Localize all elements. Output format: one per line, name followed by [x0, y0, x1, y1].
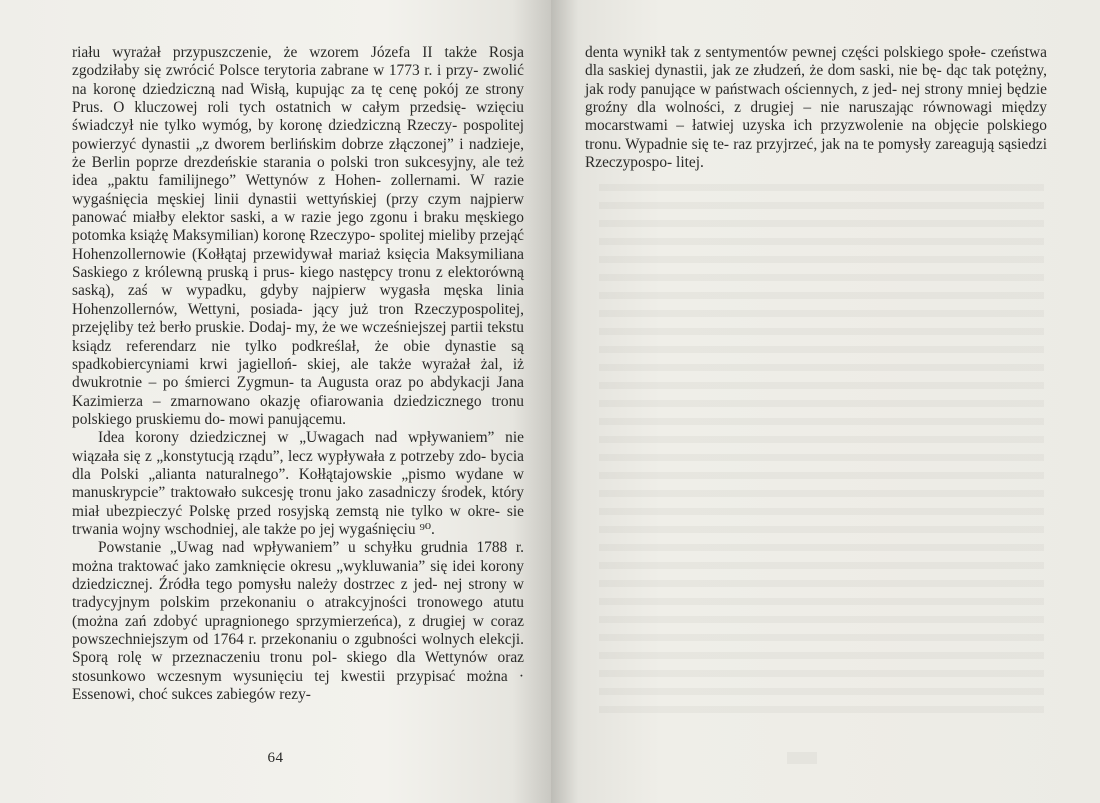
right-page — [551, 0, 1100, 803]
text-line: czym najpierw panować miałby elektor saski, a w razie jego zgonu i — [72, 190, 524, 227]
text-line: pospolitej powierzyć dynastii „z dworem berlińskim dobrze złączonej” — [72, 117, 524, 153]
text-line: riału wyrażał przypuszczenie, że wzorem Józefa II także Rosja — [72, 44, 524, 61]
right-page-text — [585, 44, 1047, 172]
text-line: można traktować jako zamknięcie okresu „wykluwania” się idei — [72, 557, 476, 575]
page-number: 64 — [267, 750, 284, 766]
text-line: podkreślał, że obie dynastie są spadkobiercyniami krwi jagielloń- — [72, 337, 524, 373]
paragraph — [72, 539, 524, 704]
text-line: skiej, ale także wyrażał żal, iż dwukrotnie – po śmierci Zygmun- — [72, 355, 525, 392]
text-line: sukcesyjny, ale też idea „paktu familijnego” Wettynów z Hohen- — [72, 154, 524, 190]
text-line: ta Augusta oraz po abdykacji Jana Kazimierza – zmarnowano — [72, 374, 524, 410]
text-line: w manuskrypcie” traktowało sukcesję tronu jako zasadniczy środek, — [72, 465, 524, 502]
text-line: kwestii przypisać można · Essenowi, choć sukces zabiegów rezy- — [72, 667, 524, 704]
text-line: skiego dla Wettynów oraz stosunkowo wczesnym wysunięciu tej — [72, 649, 524, 685]
text-line: naruszając równowagi między mocarstwami – łatwiej uzyska — [585, 99, 1047, 135]
text-line: nej strony mniej będzie groźny dla wolności, z drugiej – nie — [585, 80, 1047, 117]
text-line: czeństwa dla saskiej dynastii, jak ze złudzeń, że dom saski, nie bę- — [585, 44, 1047, 80]
left-page-text — [72, 44, 524, 704]
text-line: bycia dla Polski „alianta naturalnego”. Kołłątajowskie „pismo wydane — [72, 447, 524, 483]
text-line: okazję ofiarowania dziedzicznego tronu polskiego pruskiemu do- — [72, 392, 525, 428]
text-line: i nadzieje, że Berlin poprze drezdeńskie starania o polski tron — [72, 135, 524, 172]
text-line: zgodziłaby się zwrócić Polsce terytoria zabrane w 1773 r. i przy- — [72, 62, 479, 80]
text-line: spolitej mieliby przejąć Hohenzollernowie (Kołłątaj przewidywał — [72, 227, 524, 263]
text-line: raz przyjrzeć, jak na te pomysły zareagują sąsiedzi Rzeczypospo- — [585, 135, 1047, 172]
text-line: zollernami. W razie wygaśnięcia męskiej linii dynastii wettyńskiej (przy — [72, 172, 525, 208]
text-line: z drugiej w coraz powszechniejszym od 1764 r. przekonaniu o — [72, 612, 525, 648]
text-line: mariaż księcia Maksymiliana Saskiego z królewną pruską i prus- — [72, 245, 524, 282]
text-line: wzięciu świadczył nie tylko wymóg, by koronę dziedziczną Rzeczy- — [72, 99, 524, 135]
paragraph — [72, 44, 524, 429]
text-line: litej. — [676, 154, 704, 172]
text-line: denta wynikł tak z sentymentów pewnej części polskiego społe- — [585, 44, 986, 61]
text-line: tronowego atutu (można zań zdobyć upragnionego sprzymierzeńca), — [72, 594, 524, 630]
bleed-through-texture — [599, 178, 1044, 718]
paragraph — [585, 44, 1047, 172]
text-line: najpierw wygasła męska linia Hohenzollernów, Wettyni, posiada- — [72, 282, 524, 318]
text-line: ich przyzwolenie na objęcie polskiego tronu. Wypadnie się te- — [585, 117, 1047, 153]
text-line: kiego następcy tronu z elektorówną saską), zaś w wypadku, gdyby — [72, 264, 524, 300]
text-line: zgubności wolnych elekcji. Sporą rolę w przeznaczeniu tronu pol- — [72, 631, 524, 667]
text-line: ze strony Prus. O kluczowej roli tych ostatnich w całym przedsię- — [72, 80, 524, 117]
text-line: wiązała się z „konstytucją rządu”, lecz wypływała z potrzeby zdo- — [72, 447, 487, 465]
text-line: który miał ubezpieczyć Polskę przed rosyjską zemstą nie tylko w okre- — [72, 484, 524, 520]
text-line: korony dziedzicznej. Źródła tego pomysłu należy dostrzec z jed- — [72, 557, 524, 593]
paragraph — [72, 429, 524, 539]
text-line: dąc tak potężny, jak rody panujące w państwach ościennych, z jed- — [585, 62, 1047, 98]
bleed-through-page-number — [787, 752, 817, 764]
text-line: braku męskiego potomka książę Maksymilian) koronę Rzeczypo- — [72, 209, 525, 245]
text-line: Powstanie „Uwag nad wpływaniem” u schyłku grudnia 1788 r. — [98, 539, 524, 557]
text-line: my, że we wcześniejszej partii tekstu ksiądz referendarz nie tylko — [72, 319, 524, 355]
text-line: jący już tron Rzeczypospolitej, przejęliby też berło pruskie. Dodaj- — [72, 300, 524, 337]
text-line: sie trwania wojny wschodniej, ale także po jej wygaśnięciu ⁹⁰. — [72, 502, 524, 538]
text-line: zwolić na koronę dziedziczną nad Wisłą, kupując za tę cenę pokój — [72, 62, 524, 98]
text-line: mowi panującemu. — [228, 410, 347, 428]
text-line: Idea korony dziedzicznej w „Uwagach nad wpływaniem” nie — [98, 429, 524, 447]
text-line: nej strony w tradycyjnym polskim przekonaniu o atrakcyjności — [72, 575, 524, 612]
